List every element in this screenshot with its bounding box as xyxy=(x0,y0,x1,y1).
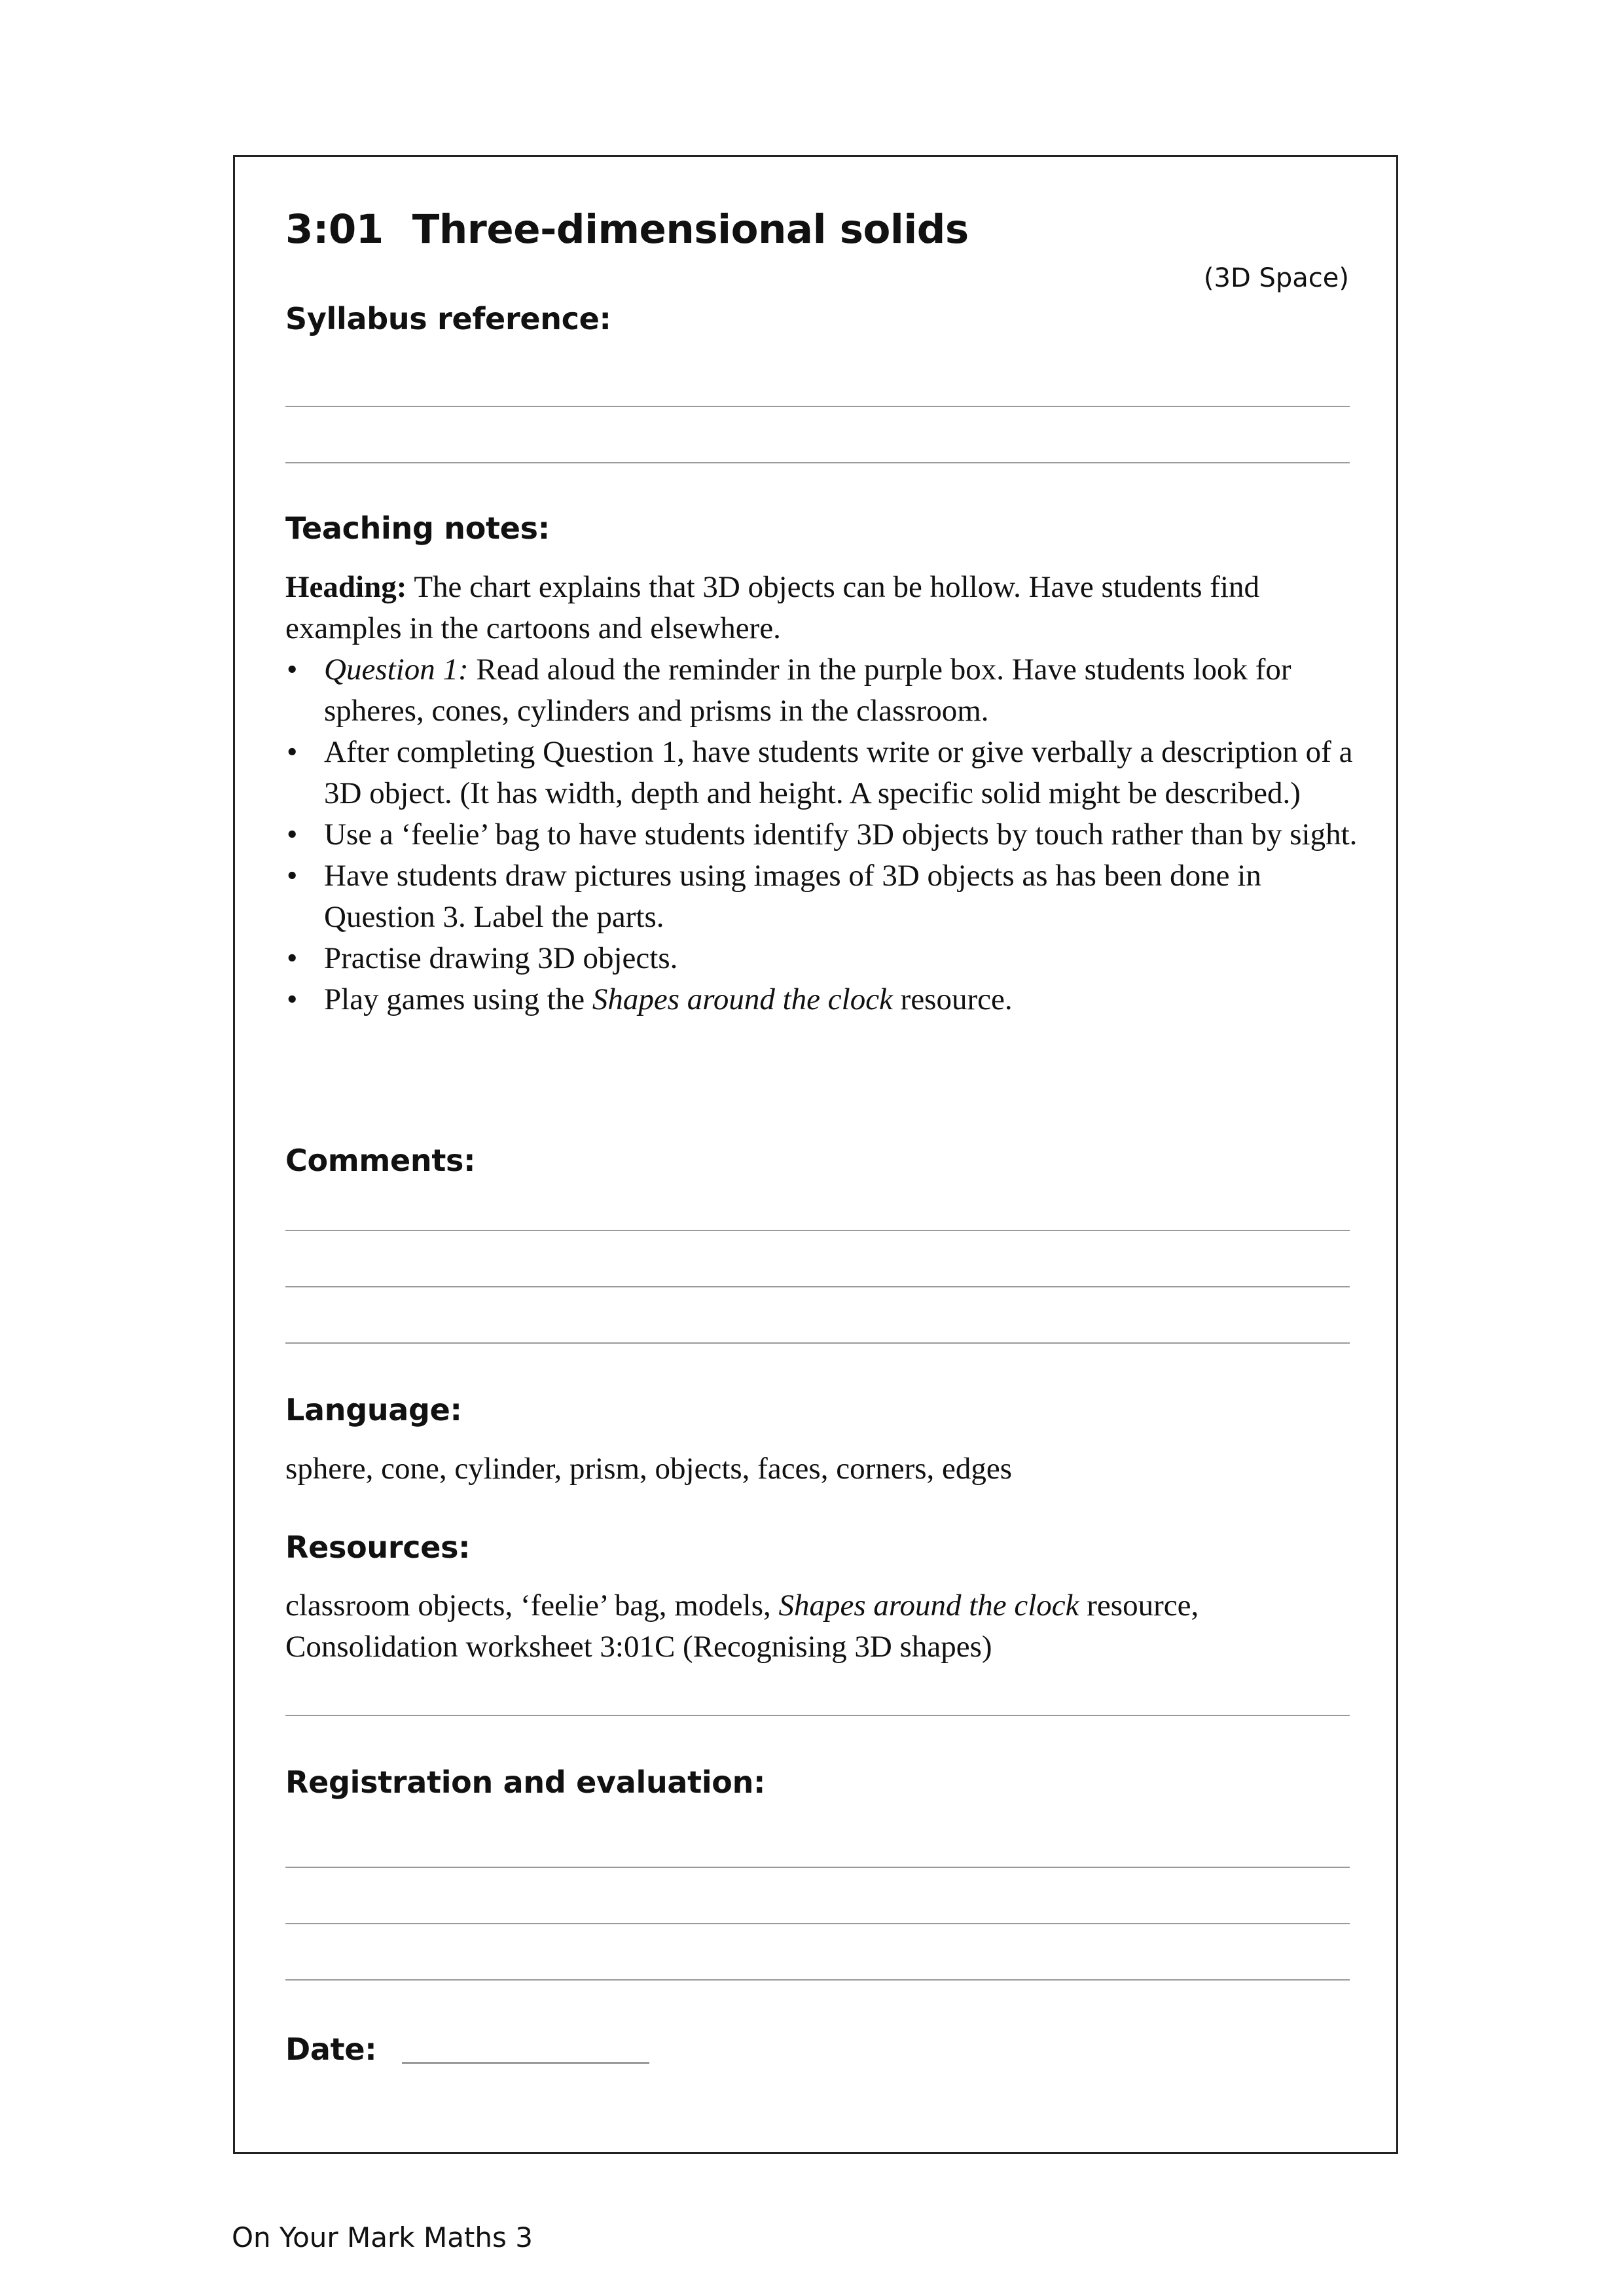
list-item-text-end: resource. xyxy=(892,982,1013,1016)
comments-write-line-3[interactable] xyxy=(285,1342,1350,1344)
list-item-text: Practise drawing 3D objects. xyxy=(324,941,678,975)
question-reference: Question 1: xyxy=(324,653,469,687)
comments-heading: Comments: xyxy=(285,1143,476,1178)
list-item-text: Have students draw pictures using images of 3D objects as has been done in Question 3. Label the parts. xyxy=(324,859,1261,934)
comments-write-line-1[interactable] xyxy=(285,1230,1350,1231)
resources-text xyxy=(285,1585,1359,1668)
resources-heading: Resources: xyxy=(285,1530,471,1565)
date-label: Date: xyxy=(285,2032,377,2067)
syllabus-write-line-1[interactable] xyxy=(285,406,1350,407)
registration-write-line-3[interactable] xyxy=(285,1979,1350,1981)
list-item-text-start: Play games using the xyxy=(324,982,592,1016)
list-item xyxy=(285,649,1359,732)
teaching-notes-heading: Teaching notes: xyxy=(285,511,550,546)
resource-title: Shapes around the clock xyxy=(778,1588,1079,1623)
language-text: sphere, cone, cylinder, prism, objects, faces, corners, edges xyxy=(285,1452,1013,1486)
list-item xyxy=(285,855,1359,938)
language-heading: Language: xyxy=(285,1392,462,1427)
list-item-text: Read aloud the reminder in the purple box. Have students look for spheres, cones, cylinders and prisms in the classroom. xyxy=(324,653,1291,728)
resources-text-end: resource, Consolidation worksheet 3:01C (Recognising 3D shapes) xyxy=(285,1588,1199,1664)
date-write-line[interactable] xyxy=(402,2062,649,2064)
page-title xyxy=(285,206,969,253)
resources-text-start: classroom objects, ‘feelie’ bag, models, xyxy=(285,1588,779,1623)
teaching-notes-body xyxy=(285,567,1359,1020)
teaching-notes-intro xyxy=(285,567,1359,649)
syllabus-write-line-2[interactable] xyxy=(285,462,1350,463)
list-item-text: Use a ‘feelie’ bag to have students identify 3D objects by touch rather than by sight. xyxy=(324,817,1358,852)
lesson-code: 3:01 xyxy=(285,206,384,253)
registration-write-line-2[interactable] xyxy=(285,1923,1350,1924)
footer-book-title: On Your Mark Maths 3 xyxy=(232,2221,533,2253)
comments-write-line-2[interactable] xyxy=(285,1286,1350,1287)
lesson-title: Three-dimensional solids xyxy=(412,206,969,253)
intro-text: The chart explains that 3D objects can be hollow. Have students find examples in the cartoons and elsewhere. xyxy=(285,570,1260,645)
bullet-icon: • xyxy=(287,653,298,687)
list-item xyxy=(285,979,1359,1020)
list-item xyxy=(285,938,1359,979)
bullet-icon: • xyxy=(287,941,298,975)
strand-label: (3D Space) xyxy=(1203,263,1349,293)
registration-evaluation-heading: Registration and evaluation: xyxy=(285,1765,766,1800)
resources-divider xyxy=(285,1715,1350,1716)
bullet-icon: • xyxy=(287,859,298,893)
registration-write-line-1[interactable] xyxy=(285,1867,1350,1868)
syllabus-reference-heading: Syllabus reference: xyxy=(285,301,611,336)
list-item xyxy=(285,732,1359,814)
list-item xyxy=(285,814,1359,855)
teaching-notes-list xyxy=(285,649,1359,1020)
bullet-icon: • xyxy=(287,817,298,852)
resource-title: Shapes around the clock xyxy=(592,982,893,1016)
bullet-icon: • xyxy=(287,982,298,1016)
list-item-text: After completing Question 1, have students write or give verbally a description of a 3D object. (It has width, depth and height. A specific solid might be described.) xyxy=(324,735,1353,810)
bullet-icon: • xyxy=(287,735,298,769)
intro-label: Heading: xyxy=(285,570,407,604)
